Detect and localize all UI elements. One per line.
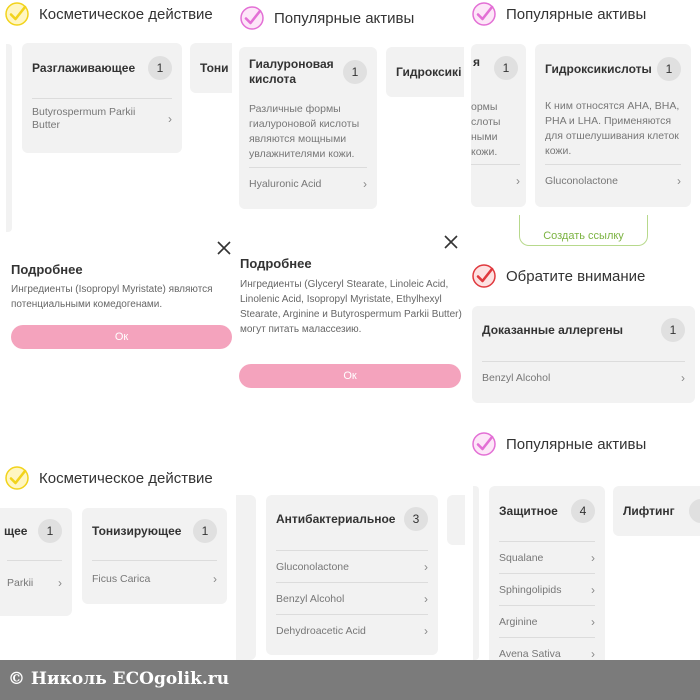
chevron-right-icon: › <box>591 646 595 660</box>
card-toning[interactable] <box>82 508 227 604</box>
chevron-right-icon: › <box>424 591 428 606</box>
card-title: Тони <box>200 60 229 75</box>
close-icon[interactable] <box>216 240 232 256</box>
card-title: Гиалуроновая кислота <box>249 57 334 86</box>
ingredient-row[interactable] <box>545 164 681 196</box>
section-header <box>472 2 646 26</box>
card-partial-left[interactable] <box>0 508 72 616</box>
card-title: Гидроксикислоты <box>545 61 652 76</box>
ingredient-name: Sphingolipids <box>499 583 562 596</box>
card-protective[interactable] <box>489 486 605 660</box>
card-title: Лифтинг <box>623 503 675 518</box>
ingredient-name: Squalane <box>499 551 544 564</box>
chevron-right-icon: › <box>591 614 595 629</box>
chevron-right-icon: › <box>58 575 62 590</box>
ingredient-name: Dehydroacetic Acid <box>276 624 366 637</box>
section-header <box>472 264 645 288</box>
ingredient-row[interactable] <box>32 98 172 138</box>
section-header <box>5 466 213 490</box>
panel-antibacterial <box>236 462 465 660</box>
count-badge: 1 <box>193 519 217 543</box>
card-hydroxy-partial[interactable] <box>386 47 464 97</box>
ingredient-name: Butyrospermum Parkii Butter <box>32 105 136 131</box>
panel-details-dialog-2 <box>236 226 470 460</box>
section-header <box>5 2 213 26</box>
panel-popular-actives-1 <box>235 0 464 232</box>
card-allergens[interactable] <box>472 306 695 403</box>
ingredient-name: Benzyl Alcohol <box>482 371 551 384</box>
count-badge: 3 <box>404 507 428 531</box>
card-antibacterial[interactable] <box>266 495 438 655</box>
watermark-text: © Николь ECOgolik.ru <box>8 669 230 689</box>
card-toning-partial[interactable] <box>190 43 232 93</box>
ingredient-name: Avena Sativa <box>499 647 561 660</box>
card-title: Антибактериальное <box>276 511 396 526</box>
card-edge <box>236 495 256 660</box>
count-badge: 1 <box>148 56 172 80</box>
ok-button[interactable]: Ок <box>239 364 461 388</box>
ingredient-row[interactable] <box>276 582 428 614</box>
card-description: К ним относятся AHA, BHA, PHA и LHA. Применяются для отшелушивания клеток кожи. <box>545 100 680 157</box>
ingredient-name: Parkii <box>7 576 34 589</box>
ingredient-name: Hyaluronic Acid <box>249 177 322 190</box>
card-description: Различные формы гиалуроновой кислоты являются мощными увлажнителями кожи. <box>249 103 360 160</box>
section-header <box>240 6 414 30</box>
card-title: щее <box>4 523 28 538</box>
ingredient-row[interactable] <box>499 637 595 660</box>
check-pink-icon <box>472 2 496 26</box>
count-badge: 1 <box>494 56 518 80</box>
chevron-right-icon: › <box>681 370 685 385</box>
watermark-bar <box>0 660 700 700</box>
card-title: Доказанные аллергены <box>482 322 624 337</box>
chevron-right-icon: › <box>213 571 217 586</box>
ingredient-row[interactable] <box>276 614 428 646</box>
card-title: Тонизирующее <box>92 523 182 538</box>
chevron-right-icon: › <box>363 176 367 191</box>
ingredient-name: Arginine <box>499 615 538 628</box>
count-badge: 1 <box>38 519 62 543</box>
panel-popular-actives-3 <box>467 430 700 660</box>
ok-button[interactable]: Ок <box>11 325 232 349</box>
panel-details-dialog-1 <box>0 236 236 456</box>
card-partial-left[interactable] <box>471 44 526 207</box>
panel-cosmetic-action-bottom <box>0 462 236 660</box>
ingredient-row[interactable] <box>7 560 62 604</box>
dialog-text: Ингредиенты (Glyceryl Stearate, Linoleic Acid, Linolenic Acid, Isopropyl Myristate, Ethylhexyl Stearate, Arginine и Butyrospermum Parkii Butter) могут питать малассезию. <box>240 279 462 335</box>
ingredient-row[interactable] <box>499 573 595 605</box>
count-badge: 1 <box>661 318 685 342</box>
card-title: я <box>473 55 481 69</box>
chevron-right-icon: › <box>168 111 172 126</box>
count-badge: 1 <box>343 60 367 84</box>
card-smoothing[interactable] <box>22 43 182 153</box>
check-pink-icon <box>472 432 496 456</box>
chevron-right-icon: › <box>677 173 681 188</box>
ingredient-row[interactable] <box>499 605 595 637</box>
section-title: Популярные активы <box>506 5 647 23</box>
count-badge: 1 <box>657 57 681 81</box>
close-icon[interactable] <box>443 234 459 250</box>
ingredient-name: Gluconolactone <box>276 560 349 573</box>
card-description: ормы слоты ными кожи. <box>471 101 501 158</box>
section-title: Популярные активы <box>274 9 415 27</box>
ingredient-name: Benzyl Alcohol <box>276 592 345 605</box>
chevron-right-icon: › <box>516 173 520 188</box>
check-pink-icon <box>240 6 264 30</box>
ingredient-row[interactable] <box>276 550 428 582</box>
card-edge <box>6 44 12 232</box>
count-badge: 4 <box>571 499 595 523</box>
card-title: Гидроксикі <box>396 64 462 79</box>
ingredient-row[interactable] <box>249 167 367 199</box>
dialog-title: Подробнее <box>11 262 83 277</box>
ingredient-row[interactable] <box>482 361 685 393</box>
section-header <box>472 432 646 456</box>
ingredient-row[interactable] <box>471 164 520 196</box>
chevron-right-icon: › <box>424 623 428 638</box>
panel-cosmetic-action-top <box>0 0 232 232</box>
check-yellow-icon <box>5 2 29 26</box>
ingredient-row[interactable] <box>92 560 217 596</box>
section-title: Косметическое действие <box>39 469 213 487</box>
card-hydroxy-acids[interactable] <box>535 44 691 207</box>
section-title: Косметическое действие <box>39 5 213 23</box>
chevron-right-icon: › <box>591 550 595 565</box>
card-title: Разглаживающее <box>32 60 136 75</box>
card-edge <box>447 495 465 545</box>
ingredient-name: Ficus Carica <box>92 572 151 585</box>
card-lifting[interactable] <box>613 486 700 536</box>
section-title: Обратите внимание <box>506 267 646 285</box>
panel-popular-actives-2 <box>467 0 700 215</box>
check-red-icon <box>472 264 496 288</box>
panel-attention <box>467 215 700 430</box>
chevron-right-icon: › <box>591 582 595 597</box>
chevron-right-icon: › <box>424 559 428 574</box>
ingredient-name: Gluconolactone <box>545 174 618 187</box>
dialog-title: Подробнее <box>240 256 312 271</box>
check-yellow-icon <box>5 466 29 490</box>
card-title: Защитное <box>499 503 558 518</box>
card-hyaluronic[interactable] <box>239 47 377 209</box>
card-edge <box>473 486 479 660</box>
dialog-text: Ингредиенты (Isopropyl Myristate) являются потенциальными комедогенами. <box>11 284 213 310</box>
ingredient-row[interactable] <box>499 541 595 573</box>
create-link-button[interactable]: Создать ссылку <box>519 215 648 246</box>
count-badge <box>689 499 700 523</box>
section-title: Популярные активы <box>506 435 647 453</box>
